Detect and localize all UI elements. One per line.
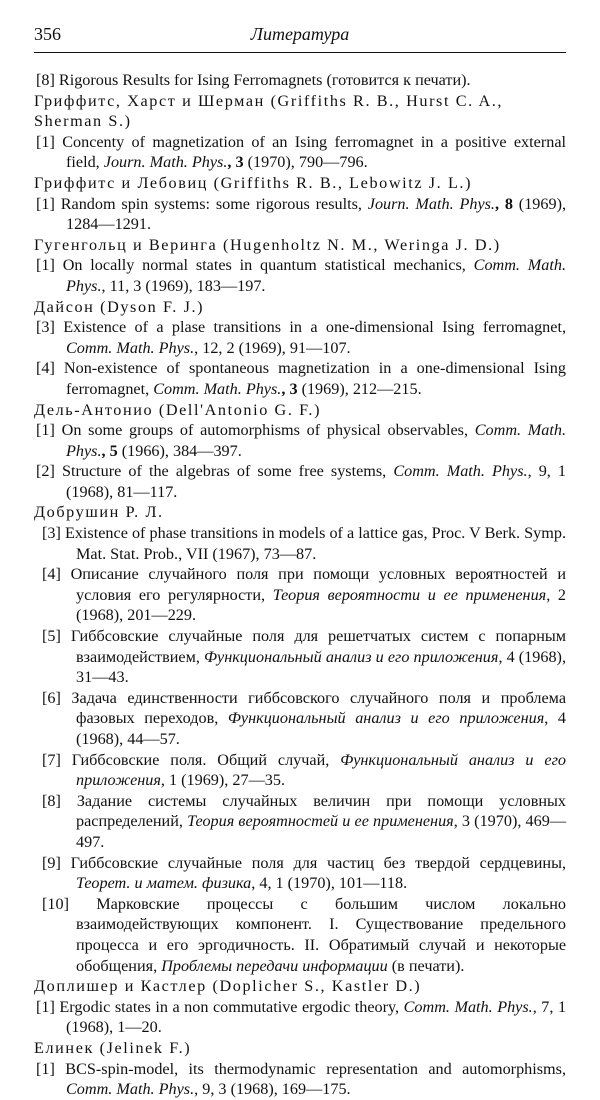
journal-title: Проблемы передачи информации bbox=[161, 956, 388, 975]
volume-number: , 3 bbox=[281, 379, 298, 398]
volume-number: , 3 bbox=[227, 153, 244, 172]
reference-entry bbox=[34, 317, 566, 358]
reference-details: (1966), 384—397. bbox=[117, 441, 242, 460]
author-heading: Дайсон (Dyson F. J.) bbox=[34, 297, 205, 316]
reference-entry bbox=[34, 791, 566, 853]
reference-number: [7] bbox=[42, 750, 72, 769]
reference-number: [5] bbox=[42, 627, 71, 646]
reference-details: , 4 (1968), 44—57. bbox=[76, 709, 566, 748]
author-heading: Дель-Антонио (Dell'Antonio G. F.) bbox=[34, 400, 322, 419]
reference-details: (1969), 212—215. bbox=[297, 379, 422, 398]
reference-details: , 4 (1968), 31—43. bbox=[76, 647, 566, 687]
journal-title: Функциональный анализ и его приложения bbox=[76, 750, 566, 790]
reference-entry bbox=[34, 564, 566, 626]
reference-details: , 1 (1969), 27—35. bbox=[160, 771, 285, 790]
reference-entry bbox=[34, 194, 566, 235]
reference-text: Non-existence of spontaneous magnetization in a one-dimensional Ising ferromagnet, bbox=[63, 359, 566, 398]
reference-entry bbox=[34, 1059, 566, 1100]
reference-number: [3] bbox=[42, 524, 65, 543]
reference-text: Задача единственности гиббсовского случайного поля и проблема фазовых переходов, bbox=[71, 688, 567, 728]
reference-entry bbox=[34, 894, 566, 976]
reference-details: , 9, 3 (1968), 169—175. bbox=[194, 1080, 351, 1099]
reference-number: [9] bbox=[42, 853, 71, 872]
reference-text: Марковские процессы с большим числом локально взаимодействующих компонент. I. Существование предельного процесса и его эргодичность. II. Обратимый случай и некоторые обобщения, bbox=[76, 894, 566, 975]
reference-number: [2] bbox=[36, 462, 62, 481]
reference-entry bbox=[34, 358, 566, 399]
reference-number: [1] bbox=[36, 132, 63, 151]
reference-number: [1] bbox=[36, 256, 63, 275]
reference-details: , 12, 2 (1969), 91—107. bbox=[194, 338, 351, 357]
volume-number: , 5 bbox=[101, 441, 118, 460]
journal-title: Comm. Math. Phys. bbox=[66, 1080, 195, 1099]
reference-details: , 4, 1 (1970), 101—118. bbox=[251, 874, 408, 893]
reference-text: Ergodic states in a non commutative ergodic theory, bbox=[59, 997, 404, 1016]
reference-entry bbox=[34, 461, 566, 502]
reference-entry bbox=[34, 132, 566, 173]
reference-text: Гиббсовские поля. Общий случай, bbox=[71, 750, 341, 769]
journal-title: Comm. Math. Phys. bbox=[66, 256, 566, 295]
reference-number: [1] bbox=[36, 997, 60, 1016]
reference-text: On locally normal states in quantum statistical mechanics, bbox=[62, 256, 474, 275]
reference-entry bbox=[34, 420, 566, 461]
reference-number: [6] bbox=[42, 688, 72, 707]
reference-text: Гиббсовские случайные поля для решетчатых систем с попарным взаимодействием, bbox=[70, 627, 566, 666]
reference-number: [4] bbox=[42, 565, 71, 584]
reference-entry bbox=[34, 626, 566, 688]
page-number: 356 bbox=[34, 24, 61, 44]
reference-text: Structure of the algebras of some free systems, bbox=[61, 462, 394, 481]
reference-text: On some groups of automorphisms of physical observables, bbox=[61, 421, 475, 440]
page-header bbox=[34, 24, 566, 53]
journal-title: Comm. Math. Phys. bbox=[403, 997, 533, 1016]
reference-text: Concenty of magnetization of an Ising ferromagnet in a positive external field, bbox=[62, 132, 566, 172]
reference-number: [3] bbox=[36, 318, 64, 337]
reference-number: [1] bbox=[36, 421, 62, 440]
reference-details: , 2 (1968), 201—229. bbox=[76, 585, 567, 625]
reference-number: [8] bbox=[42, 791, 77, 810]
journal-title: Comm. Math. Phys. bbox=[393, 462, 528, 481]
reference-text: Задание системы случайных величин при помощи условных распределений, bbox=[76, 791, 566, 831]
reference-details: , 11, 3 (1969), 183—197. bbox=[101, 276, 266, 295]
journal-title: Journ. Math. Phys. bbox=[367, 194, 495, 213]
reference-text: Описание случайного поля при помощи условных вероятностей и условия его регулярности, bbox=[70, 565, 567, 604]
reference-number: [4] bbox=[36, 359, 64, 378]
reference-details: , 3 (1970), 469—497. bbox=[76, 812, 567, 851]
reference-entry bbox=[34, 523, 566, 564]
reference-text: Existence of phase transitions in models of a lattice gas, Proc. V Berk. Symp. Mat. Stat. Prob., VII (1967), 73—87. bbox=[64, 524, 566, 563]
reference-list bbox=[34, 70, 566, 1100]
reference-details: (1969), 1284—1291. bbox=[66, 194, 567, 234]
journal-title: Journ. Math. Phys. bbox=[103, 153, 228, 172]
reference-number: [8] bbox=[36, 71, 59, 89]
author-heading: Добрушин Р. Л. bbox=[34, 503, 164, 522]
journal-title: Теория вероятностей и ее применения bbox=[187, 812, 454, 831]
reference-number: [1] bbox=[36, 194, 61, 213]
journal-title: Comm. Math. Phys. bbox=[153, 379, 282, 398]
reference-details: (в печати). bbox=[387, 956, 465, 975]
reference-entry bbox=[34, 853, 566, 894]
journal-title: Теория вероятности и ее применения bbox=[272, 585, 547, 604]
reference-text: Rigorous Results for Ising Ferromagnets (готовится к печати). bbox=[58, 71, 471, 89]
reference-entry bbox=[34, 255, 566, 296]
reference-text: Random spin systems: some rigorous results, bbox=[60, 194, 368, 213]
reference-entry bbox=[34, 688, 566, 750]
author-heading: Елинек (Jelinek F.) bbox=[34, 1038, 192, 1057]
reference-details: , 7, 1 (1968), 1—20. bbox=[66, 997, 567, 1037]
journal-title: Функциональный анализ и его приложения bbox=[204, 647, 499, 666]
reference-details: , 9, 1 (1968), 81—117. bbox=[66, 462, 567, 501]
reference-number: [10] bbox=[42, 894, 97, 913]
reference-entry bbox=[34, 750, 566, 791]
author-heading: Доплишер и Кастлер (Doplicher S., Kastler D.) bbox=[34, 977, 422, 996]
journal-title: Теорет. и матем. физика bbox=[76, 874, 252, 893]
journal-title: Comm. Math. Phys. bbox=[66, 338, 195, 357]
reference-entry bbox=[34, 70, 566, 91]
reference-text: BCS-spin-model, its thermodynamic representation and automorphisms, bbox=[65, 1059, 566, 1078]
journal-title: Функциональный анализ и его приложения bbox=[227, 709, 545, 728]
running-head: Литература bbox=[250, 24, 350, 44]
reference-number: [1] bbox=[36, 1059, 66, 1078]
volume-number: , 8 bbox=[494, 194, 513, 213]
reference-details: (1970), 790—796. bbox=[243, 153, 368, 172]
reference-text: Existence of a plase transitions in a one-dimensional Ising ferromagnet, bbox=[63, 318, 567, 337]
reference-entry bbox=[34, 997, 566, 1038]
reference-text: Гиббсовские случайные поля для частиц без твердой сердцевины, bbox=[70, 853, 567, 872]
journal-title: Comm. Math. Phys. bbox=[66, 421, 567, 460]
author-heading: Гугенгольц и Веринга (Hugenholtz N. M., Weringa J. D.) bbox=[34, 235, 501, 254]
author-heading: Гриффитс и Лебовиц (Griffiths R. B., Lebowitz J. L.) bbox=[34, 173, 473, 192]
author-heading: Гриффитс, Харст и Шерман (Griffiths R. B., Hurst C. A., Sherman S.) bbox=[34, 91, 504, 131]
